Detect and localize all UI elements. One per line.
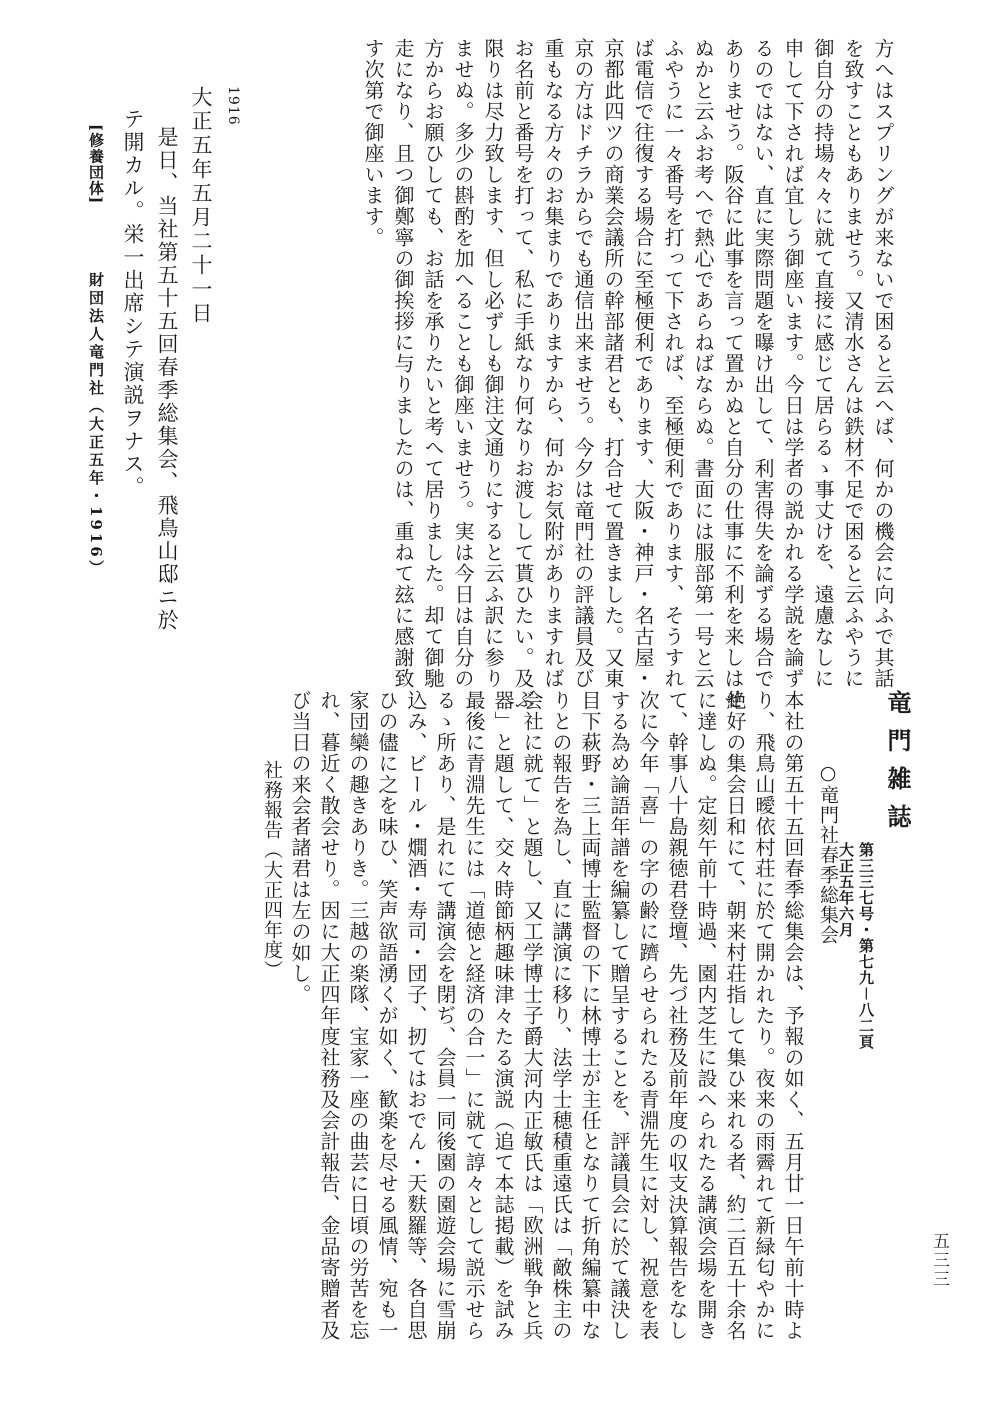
top-body-line: ありませう。阪谷に此事を言って置かぬと自分の仕事に不利を来しはせ <box>721 38 745 710</box>
top-body-line: 方からお願ひしても、お話を承りたいと考へて居りました。却て御馳 <box>421 38 445 689</box>
page-number: 五三三 <box>929 1232 949 1289</box>
top-body-line: 京の方はドチラからでも通信出来ませう。今夕は竜門社の評議員及び <box>571 38 595 689</box>
bottom-body-line: 器」と題して、交々時節柄趣味津々たる演説（追て本誌掲載）を試み <box>491 690 515 1341</box>
top-body-line: を致すこともありませう。又清水さんは鉄材不足で困ると云ふやうに <box>841 38 865 689</box>
bottom-body-line: り、飛鳥山曖依村荘に於て開かれたり。夜来の雨霽れて新緑匂やかに <box>752 690 776 1341</box>
bottom-body-line: び当日の来会者諸君は左の如し。 <box>288 690 312 1005</box>
top-body-line: 重もなる方々のお集まりでありますから、何かお気附がありますれば <box>541 38 565 689</box>
top-body-line: す次第で御座います。 <box>361 38 385 248</box>
top-body-line: ぬかと云ふお考へで熱心であらねばならぬ。書面には服部第一号と云 <box>691 38 715 689</box>
bottom-body-line: れ、暮近く散会せり。因に大正四年度社務及会計報告、金品寄贈者及 <box>317 690 341 1341</box>
top-body-line: るのではない、直に実際問題を曝け出して、利害得失を論ずる場合で <box>751 38 775 689</box>
bottom-body-line: 絶好の集会日和にて、朝来村荘指して集ひ来れる者、約二百五十余名 <box>723 690 747 1341</box>
bottom-body-line: する為め論語年譜を編纂して贈呈することを、評議員会に於て議決し <box>607 690 631 1341</box>
bottom-body-line: ひの儘に之を味ひ、笑声欲語湧くが如く、歓楽を尽せる風情、宛も一 <box>375 690 399 1341</box>
bottom-body-line: 目下萩野・三上両博士監督の下に林博士が主任となりて折角編纂中な <box>578 690 602 1341</box>
top-body-line: 申して下されば宜しう御座います。今日は学者の説かれる学説を論ず <box>781 38 805 689</box>
top-body-line: ば電信で往復する場合に至極便利であります、大阪・神戸・名古屋・ <box>631 38 655 689</box>
issue-reference: 第三三七号・第七九－八二頁 <box>857 842 875 1051</box>
bottom-body-line: 家団欒の趣きありき。三越の楽隊、宝家一座の曲芸に日頃の労苦を忘 <box>346 690 370 1341</box>
entry-date: 大正五年五月二十一日 <box>189 86 213 326</box>
source-body: 財団法人竜門社（大正五年・1916） <box>87 272 105 578</box>
bottom-body-line: 次に今年「喜」の字の齢に躋らせられたる青淵先生に対し、祝意を表 <box>636 690 660 1341</box>
section-footer-label: 社務報告（大正四年度） <box>261 760 283 980</box>
top-body-line: ふやうに一々番号を打って下されば、至極便利であります、そうすれ <box>661 38 685 689</box>
entry-event-line: テ開カル。栄一出席シテ演説ヲナス。 <box>121 108 145 499</box>
bottom-body-line: て、幹事八十島親徳君登壇、先づ社務及前年度の収支決算報告をなし <box>665 690 689 1341</box>
bottom-body-line: 会社に就て」と題し、又工学博士子爵大河内正敏氏は「欧洲戦争と兵 <box>520 690 544 1341</box>
bottom-body-line: るゝ所あり、是れにて講演会を閉ぢ、会員一同後園の園遊会場に雪崩 <box>433 690 457 1341</box>
top-body-line: 走になり、且つ御鄭寧の御挨拶に与りましたのは、重ねて玆に感謝致 <box>391 38 415 689</box>
bottom-body-line: に達しぬ。定刻午前十時過、園内芝生に設へられたる講演会場を開き <box>694 690 718 1341</box>
issue-date: 大正五年六月 <box>837 842 855 938</box>
top-body-line: お名前と番号を打って、私に手紙なり何なりお渡しして貰ひたい。及ぶ <box>511 38 535 710</box>
bottom-body-line: 最後に青淵先生には「道徳と経済の合一」に就て諄々として説示せら <box>462 690 486 1341</box>
top-body-line: 限りは尽力致します、但し必ずしも御注文通りにすると云ふ訳に参り <box>481 38 505 689</box>
article-heading: ○竜門社春季総集会 <box>817 762 839 945</box>
entry-event-line: 是日、当社第五十五回春季総集会、飛鳥山邸ニ於 <box>155 126 179 632</box>
magazine-title: 竜門雑誌 <box>883 690 912 842</box>
top-body-line: ませぬ。多少の斟酌を加へることも御座いませう。実は今日は自分の <box>451 38 475 689</box>
document-page: 方へはスプリングが来ないで困ると云へば、何かの機会に向ふで其話 を致すこともありませう。又清水さんは鉄材不足で困ると云ふやうに 御自分の持場々々に就て直接に感じて居らるゝ事丈けを、遠慮なしに 申して下されば宜しう御座います。今日は学者の説かれる学説を論ず るのではない、直に実際問題を曝け出して、利害得失を論ずる場合で ありませう。阪谷に此事を言って置かぬと自分の仕事に不利を来しはせ ぬかと云ふお考へで熱心であらねばならぬ。書面には服部第一号と云 ふやうに一々番号を打って下されば、至極便利であります、そうすれ ば電信で往復する場合に至極便利であります、大阪・神戸・名古屋・ 京都此四ツの商業会議所の幹部諸君とも、打合せて置きました。又東 京の方はドチラからでも通信出来ませう。今夕は竜門社の評議員及び 重もなる方々のお集まりでありますから、何かお気附がありますれば お名前と番号を打って、私に手紙なり何なりお渡しして貰ひたい。及ぶ 限りは尽力致します、但し必ずしも御注文通りにすると云ふ訳に参り ませぬ。多少の斟酌を加へることも御座いませう。実は今日は自分の 方からお願ひしても、お話を承りたいと考へて居りました。却て御馳 走になり、且つ御鄭寧の御挨拶に与りましたのは、重ねて玆に感謝致 す次第で御座います。 1916 大正五年五月二十一日 是日、当社第五十五回春季総集会、飛鳥山邸ニ於 テ開カル。栄一出席シテ演説ヲナス。 [修養団体] 財団法人竜門社（大正五年・1916） 竜門雑誌 第三三七号・第七九－八二頁 大正五年六月 ○竜門社春季総集会 本社の第五十五回春季総集会は、予報の如く、五月廿一日午前十時よ り、飛鳥山曖依村荘に於て開かれたり。夜来の雨霽れて新緑匂やかに 絶好の集会日和にて、朝来村荘指して集ひ来れる者、約二百五十余名 に達しぬ。定刻午前十時過、園内芝生に設へられたる講演会場を開き て、幹事八十島親徳君登壇、先づ社務及前年度の収支決算報告をなし 次に今年「喜」の字の齢に躋らせられたる青淵先生に対し、祝意を表 する為め論語年譜を編纂して贈呈することを、評議員会に於て議決し 目下萩野・三上両博士監督の下に林博士が主任となりて折角編纂中な りとの報告を為し、直に講演に移り、法学士穂積重遠氏は「敵株主の 会社に就て」と題し、又工学博士子爵大河内正敏氏は「欧洲戦争と兵 器」と題して、交々時節柄趣味津々たる演説（追て本誌掲載）を試み 最後に青淵先生には「道徳と経済の合一」に就て諄々として説示せら るゝ所あり、是れにて講演会を閉ぢ、会員一同後園の園遊会場に雪崩 込み、ビール・燗酒・寿司・団子、扨てはおでん・天麩羅等、各自思 ひの儘に之を味ひ、笑声欲語湧くが如く、歓楽を尽せる風情、宛も一 家団欒の趣きありき。三越の楽隊、宝家一座の曲芸に日頃の労苦を忘 れ、暮近く散会せり。因に大正四年度社務及会計報告、金品寄贈者及 び当日の来会者諸君は左の如し。 社務報告（大正四年度） 五三三 <box>87 38 949 1341</box>
source-label: [修養団体] <box>87 124 105 205</box>
top-body-line: 京都此四ツの商業会議所の幹部諸君とも、打合せて置きました。又東 <box>601 38 625 689</box>
top-body-line: 御自分の持場々々に就て直接に感じて居らるゝ事丈けを、遠慮なしに <box>811 38 835 689</box>
bottom-body-line: りとの報告を為し、直に講演に移り、法学士穂積重遠氏は「敵株主の <box>549 690 573 1341</box>
bottom-body-line: 本社の第五十五回春季総集会は、予報の如く、五月廿一日午前十時よ <box>781 690 805 1341</box>
bottom-body-line: 込み、ビール・燗酒・寿司・団子、扨てはおでん・天麩羅等、各自思 <box>404 690 428 1341</box>
top-body-line: 方へはスプリングが来ないで困ると云へば、何かの機会に向ふで其話 <box>871 38 895 689</box>
